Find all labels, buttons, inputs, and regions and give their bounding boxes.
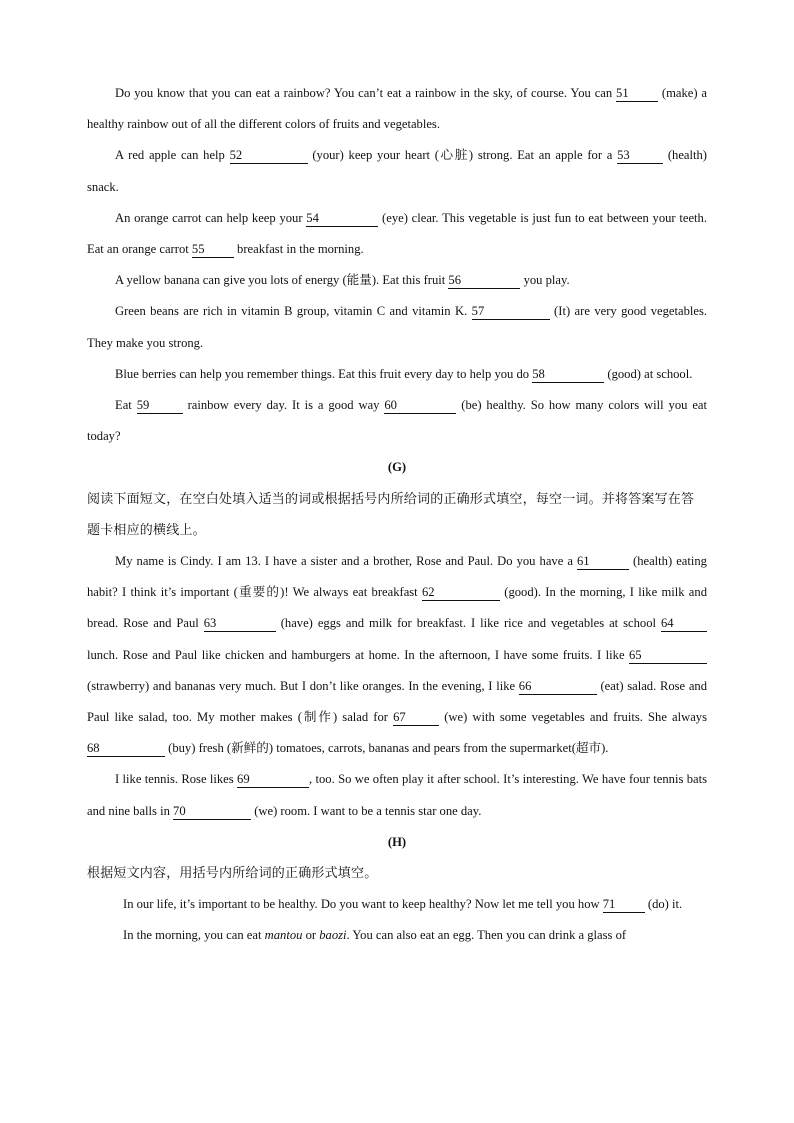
word-mantou: mantou [264, 928, 303, 943]
word-baozi: baozi [319, 928, 347, 943]
blank-52[interactable]: 52 [230, 147, 308, 164]
worksheet-page [87, 78, 707, 952]
passage-g-paragraph-2: I like tennis. Rose likes 69 , too. So we often play it after school. It’s interesting. We have four tennis bats and nine balls in 70 (we) room. I want to be a tennis star one day. [87, 772, 707, 818]
blank-56[interactable]: 56 [448, 272, 520, 289]
blank-54[interactable]: 54 [306, 210, 378, 227]
passage-f-paragraph-7: Eat 59 rainbow every day. It is a good way 60 (be) healthy. So how many colors will you eat today? [87, 398, 708, 444]
passage-h-paragraph-1: In our life, it’s important to be healthy. Do you want to keep healthy? Now let me tell you how 71 (do) it. [123, 897, 683, 912]
passage-f-paragraph-3: An orange carrot can help keep your 54 (eye) clear. This vegetable is just fun to eat between your teeth. Eat an orange carrot 55 breakfast in the morning. [87, 210, 708, 257]
blank-63[interactable]: 63 [204, 615, 276, 632]
passage-h-paragraph-2: In the morning, you can eat mantou or baozi. You can also eat an egg. Then you can drink a glass of [123, 928, 627, 943]
passage-f-paragraph-4: A yellow banana can give you lots of energy (能量). Eat this fruit 56 you play. [115, 273, 570, 288]
section-h-title: (H) [387, 834, 407, 849]
blank-61[interactable]: 61 [577, 553, 629, 570]
blank-62[interactable]: 62 [422, 584, 500, 601]
passage-g-paragraph-1: My name is Cindy. I am 13. I have a sister and a brother, Rose and Paul. Do you have a 61 (health) eating habit? I think it’s important (重要的)! We always eat breakfast 62 (good). In the morning, I like milk and bread. Rose and Paul 63 (have) eggs and milk for breakfast. I like rice and vegetables at school 64 lunch. Rose and Paul like chicken and hamburgers at home. In the afternoon, I have some fruits. I like 65 (strawberry) and bananas very much. But I don’t like oranges. In the evening, I like 66 (eat) salad. Rose and Paul like salad, too. My mother makes (制作) salad for 67 (we) with some vegetables and fruits. She always 68 (buy) fresh (新鲜的) tomatoes, carrots, bananas and pears from the supermarket(超市). [87, 554, 708, 756]
blank-57[interactable]: 57 [472, 303, 550, 320]
blank-70[interactable]: 70 [173, 803, 251, 820]
blank-59[interactable]: 59 [137, 397, 183, 414]
blank-64[interactable]: 64 [661, 615, 707, 632]
passage-f-paragraph-1: Do you know that you can eat a rainbow? You can’t eat a rainbow in the sky, of course. You can 51 (make) a healthy rainbow out of all the different colors of fruits and vegetables. [87, 86, 707, 132]
passage-f-paragraph-5: Green beans are rich in vitamin B group, vitamin C and vitamin K. 57 (It) are very good vegetables. They make you strong. [87, 304, 707, 350]
blank-69[interactable]: 69 [237, 771, 309, 788]
blank-66[interactable]: 66 [519, 678, 597, 695]
section-g-instruction: 阅读下面短文，在空白处填入适当的词或根据括号内所给词的正确形式填空，每空一词。并将答案写在答题卡相应的横线上。 [87, 491, 695, 538]
blank-53[interactable]: 53 [617, 147, 663, 164]
blank-55[interactable]: 55 [192, 241, 234, 258]
blank-68[interactable]: 68 [87, 740, 165, 757]
blank-58[interactable]: 58 [532, 366, 604, 383]
section-g-title: (G) [387, 460, 407, 475]
blank-67[interactable]: 67 [393, 709, 439, 726]
section-h-instruction: 根据短文内容，用括号内所给词的正确形式填空。 [87, 866, 378, 882]
blank-65[interactable]: 65 [629, 647, 707, 664]
blank-60[interactable]: 60 [384, 397, 456, 414]
blank-51[interactable]: 51 [616, 85, 658, 102]
blank-71[interactable]: 71 [603, 896, 645, 913]
passage-f-paragraph-2: A red apple can help 52 (your) keep your heart (心脏) strong. Eat an apple for a 53 (health) snack. [87, 148, 708, 194]
passage-f-paragraph-6: Blue berries can help you remember things. Eat this fruit every day to help you do 58 (good) at school. [115, 366, 693, 381]
